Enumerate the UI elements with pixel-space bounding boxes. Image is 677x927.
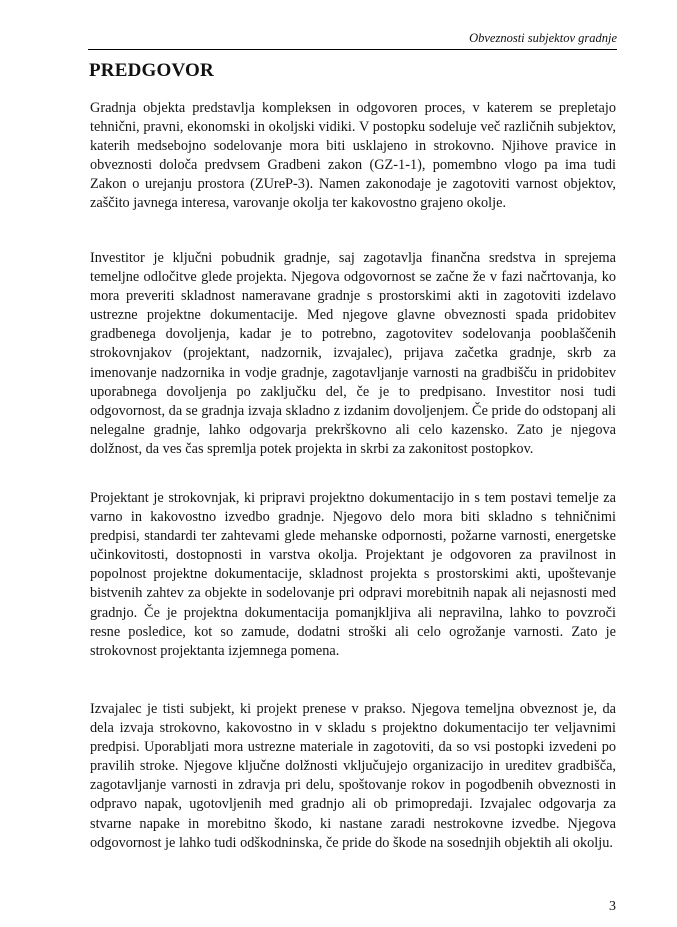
page-number: 3	[609, 899, 616, 914]
paragraph-introduction: Gradnja objekta predstavlja kompleksen in odgovoren proces, v katerem se prepletajo tehnični, pravni, ekonomski in okoljski vidiki. V postopku sodeluje več različnih subjektov, katerih medsebojno sodelovanje mora biti usklajeno in strokovno. Njihove pravice in obveznosti določa predvsem Gradbeni zakon (GZ-1-1), pomembno vlogo pa ima tudi Zakon o urejanju prostora (ZUreP-3). Namen zakonodaje je zagotoviti varnost objektov, zaščito javnega interesa, varovanje okolja ter kakovostno grajeno okolje.	[90, 100, 616, 212]
paragraph-designer: Projektant je strokovnjak, ki pripravi projektno dokumentacijo in s tem postavi temelje za varno in kakovostno izvedbo gradnje. Njegovo delo mora biti skladno s tehničnimi predpisi, standardi ter zahtevami glede mehanske odpornosti, požarne varnosti, energetske učinkovitosti, dostopnosti in varstva okolja. Projektant je odgovoren za pravilnost in popolnost projektne dokumentacije, skladnost projekta s prostorskimi akti, upoštevanje bistvenih zahtev za objekte in sodelovanje pri odpravi morebitnih napak ali nejasnosti med gradnjo. Če je projektna dokumentacija pomanjkljiva ali nepravilna, lahko to povzroči resne posledice, kot so zamude, dodatni stroški ali celo ogrožanje varnosti. Zato je strokovnost projektanta izjemnega pomena.	[90, 490, 616, 659]
running-header: Obveznosti subjektov gradnje	[88, 30, 617, 50]
section-heading: PREDGOVOR	[89, 60, 214, 81]
paragraph-contractor: Izvajalec je tisti subjekt, ki projekt prenese v prakso. Njegova temeljna obveznost je, da dela izvaja strokovno, kakovostno in v skladu s projektno dokumentacijo ter veljavnimi predpisi. Uporabljati mora ustrezne materiale in zagotoviti, da so vsi postopki izvedeni po pravilih stroke. Njegove ključne dolžnosti vključujejo organizacijo in ureditev gradbišča, zagotavljanje varnosti in zdravja pri delu, spoštovanje rokov in pogodbenih obveznosti in odpravo napak, ugotovljenih med gradnjo ali ob primopredaji. Izvajalec odgovarja za stvarne napake in morebitno škodo, ki nastane zaradi nestrokovne izvedbe. Njegova odgovornost je lahko tudi odškodninska, če pride do škode na sosednjih objektih ali okolju.	[90, 701, 616, 851]
paragraph-investor: Investitor je ključni pobudnik gradnje, saj zagotavlja finančna sredstva in sprejema temeljne odločitve glede projekta. Njegova odgovornost se začne že v fazi načrtovanja, ko mora preveriti skladnost nameravane gradnje s prostorskimi akti in zagotoviti izdelavo ustrezne projektne dokumentacije. Med njegove glavne obveznosti spada pridobitev gradbenega dovoljenja, kadar je to potrebno, zagotovitev sodelovanja pooblaščenih strokovnjakov (projektant, nadzornik, izvajalec), prijava začetka gradnje, skrb za imenovanje nadzornika in vodje gradnje, zagotavljanje varnosti na gradbišču in pridobitev uporabnega dovoljenja po zaključku del, če je to predpisano. Investitor nosi tudi odgovornost, da se gradnja izvaja skladno z izdanim dovoljenjem. Če pride do odstopanj ali nelegalne gradnje, lahko odgovarja prekrškovno ali celo kazensko. Zato je njegova dolžnost, da ves čas spremlja potek projekta in skrbi za zakonitost postopkov.	[90, 250, 616, 457]
